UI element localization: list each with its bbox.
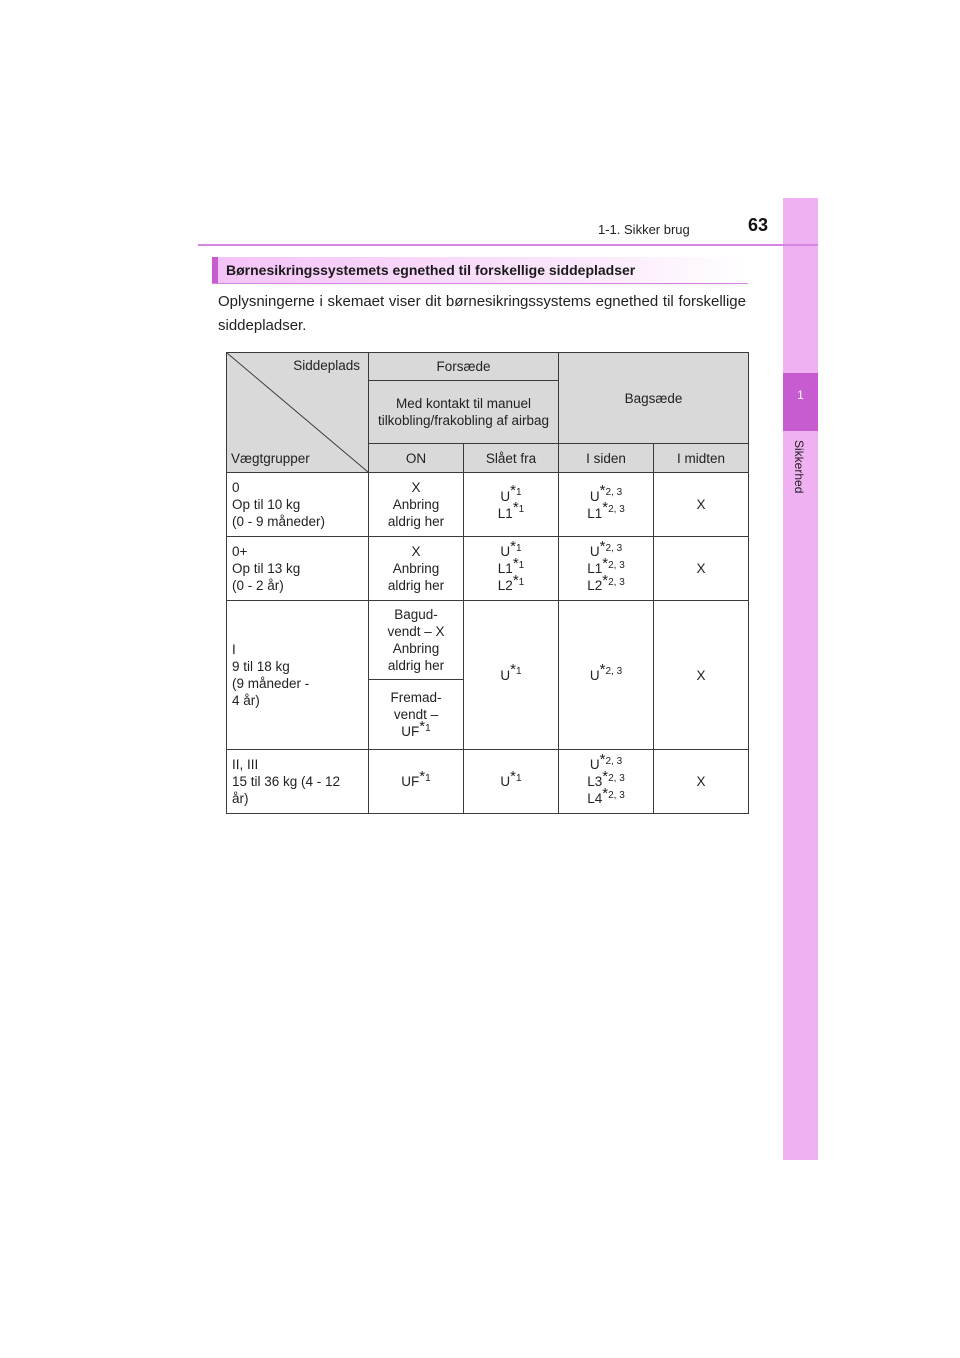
front-seat-subheader: Med kontakt til manuel tilkobling/frakobling af airbag — [369, 381, 559, 444]
cell-middle: X — [654, 750, 749, 814]
intro-paragraph: Oplysningerne i skemaet viser dit børnesikringssystems egnethed til forskellige siddepladser. — [218, 293, 746, 334]
weight-group-cell: 0 Op til 10 kg (0 - 9 måneder) — [227, 473, 369, 537]
col-header-on: ON — [369, 444, 464, 473]
cell-on-forward-facing: Fremad- vendt – UF$^{*1}$ — [369, 680, 464, 750]
weight-group-cell: 0+ Op til 13 kg (0 - 2 år) — [227, 537, 369, 601]
weight-group-cell: I 9 til 18 kg (9 måneder - 4 år) — [227, 601, 369, 750]
corner-label-seat: Siddeplads — [293, 358, 360, 373]
section-heading — [212, 257, 748, 284]
col-header-middle: I midten — [654, 444, 749, 473]
chapter-number: 1 — [797, 388, 804, 402]
col-header-off: Slået fra — [464, 444, 559, 473]
corner-label-weight: Vægtgrupper — [231, 451, 310, 466]
rear-seat-header: Bagsæde — [559, 353, 749, 444]
cell-on: UF$^{*1}$ — [369, 750, 464, 814]
page-number: 63 — [748, 215, 769, 235]
chapter-side-tab — [783, 198, 818, 1160]
table-row — [227, 537, 749, 601]
weight-group-cell: II, III 15 til 36 kg (4 - 12 år) — [227, 750, 369, 814]
chapter-side-tab-active — [783, 373, 818, 431]
cell-off: $U^{*1}$ L1$^{*1}$ — [464, 473, 559, 537]
front-seat-header: Forsæde — [369, 353, 559, 381]
cell-on: X Anbring aldrig her — [369, 537, 464, 601]
cell-side: U$^{*2, 3}$ L1$^{*2, 3}$ — [559, 473, 654, 537]
cell-off: $U^{*1}$ — [464, 601, 559, 750]
cell-off: $U^{*1}$ L1$^{*1}$ L2$^{*1}$ — [464, 537, 559, 601]
cell-side: U$^{*2, 3}$ — [559, 601, 654, 750]
corner-header-cell — [227, 353, 369, 473]
cell-side: U$^{*2, 3}$ L3$^{*2, 3}$ L4$^{*2, 3}$ — [559, 750, 654, 814]
section-heading-text: Børnesikringssystemets egnethed til forskellige siddepladser — [226, 262, 636, 278]
cell-on: X Anbring aldrig her — [369, 473, 464, 537]
cell-side: U$^{*2, 3}$ L1$^{*2, 3}$ L2$^{*2, 3}$ — [559, 537, 654, 601]
cell-middle: X — [654, 537, 749, 601]
table-row — [227, 473, 749, 537]
cell-on-rear-facing: Bagud- vendt – X Anbring aldrig her — [369, 601, 464, 680]
chapter-label: Sikkerhed — [792, 440, 806, 494]
col-header-side: I siden — [559, 444, 654, 473]
table-row — [227, 750, 749, 814]
cell-off: $U^{*1}$ — [464, 750, 559, 814]
cell-middle: X — [654, 601, 749, 750]
header-divider — [198, 244, 818, 246]
section-heading-accent — [212, 257, 218, 283]
table-row — [227, 601, 749, 680]
seat-suitability-table — [226, 352, 749, 814]
header-section-title: 1-1. Sikker brug — [598, 222, 690, 237]
cell-middle: X — [654, 473, 749, 537]
